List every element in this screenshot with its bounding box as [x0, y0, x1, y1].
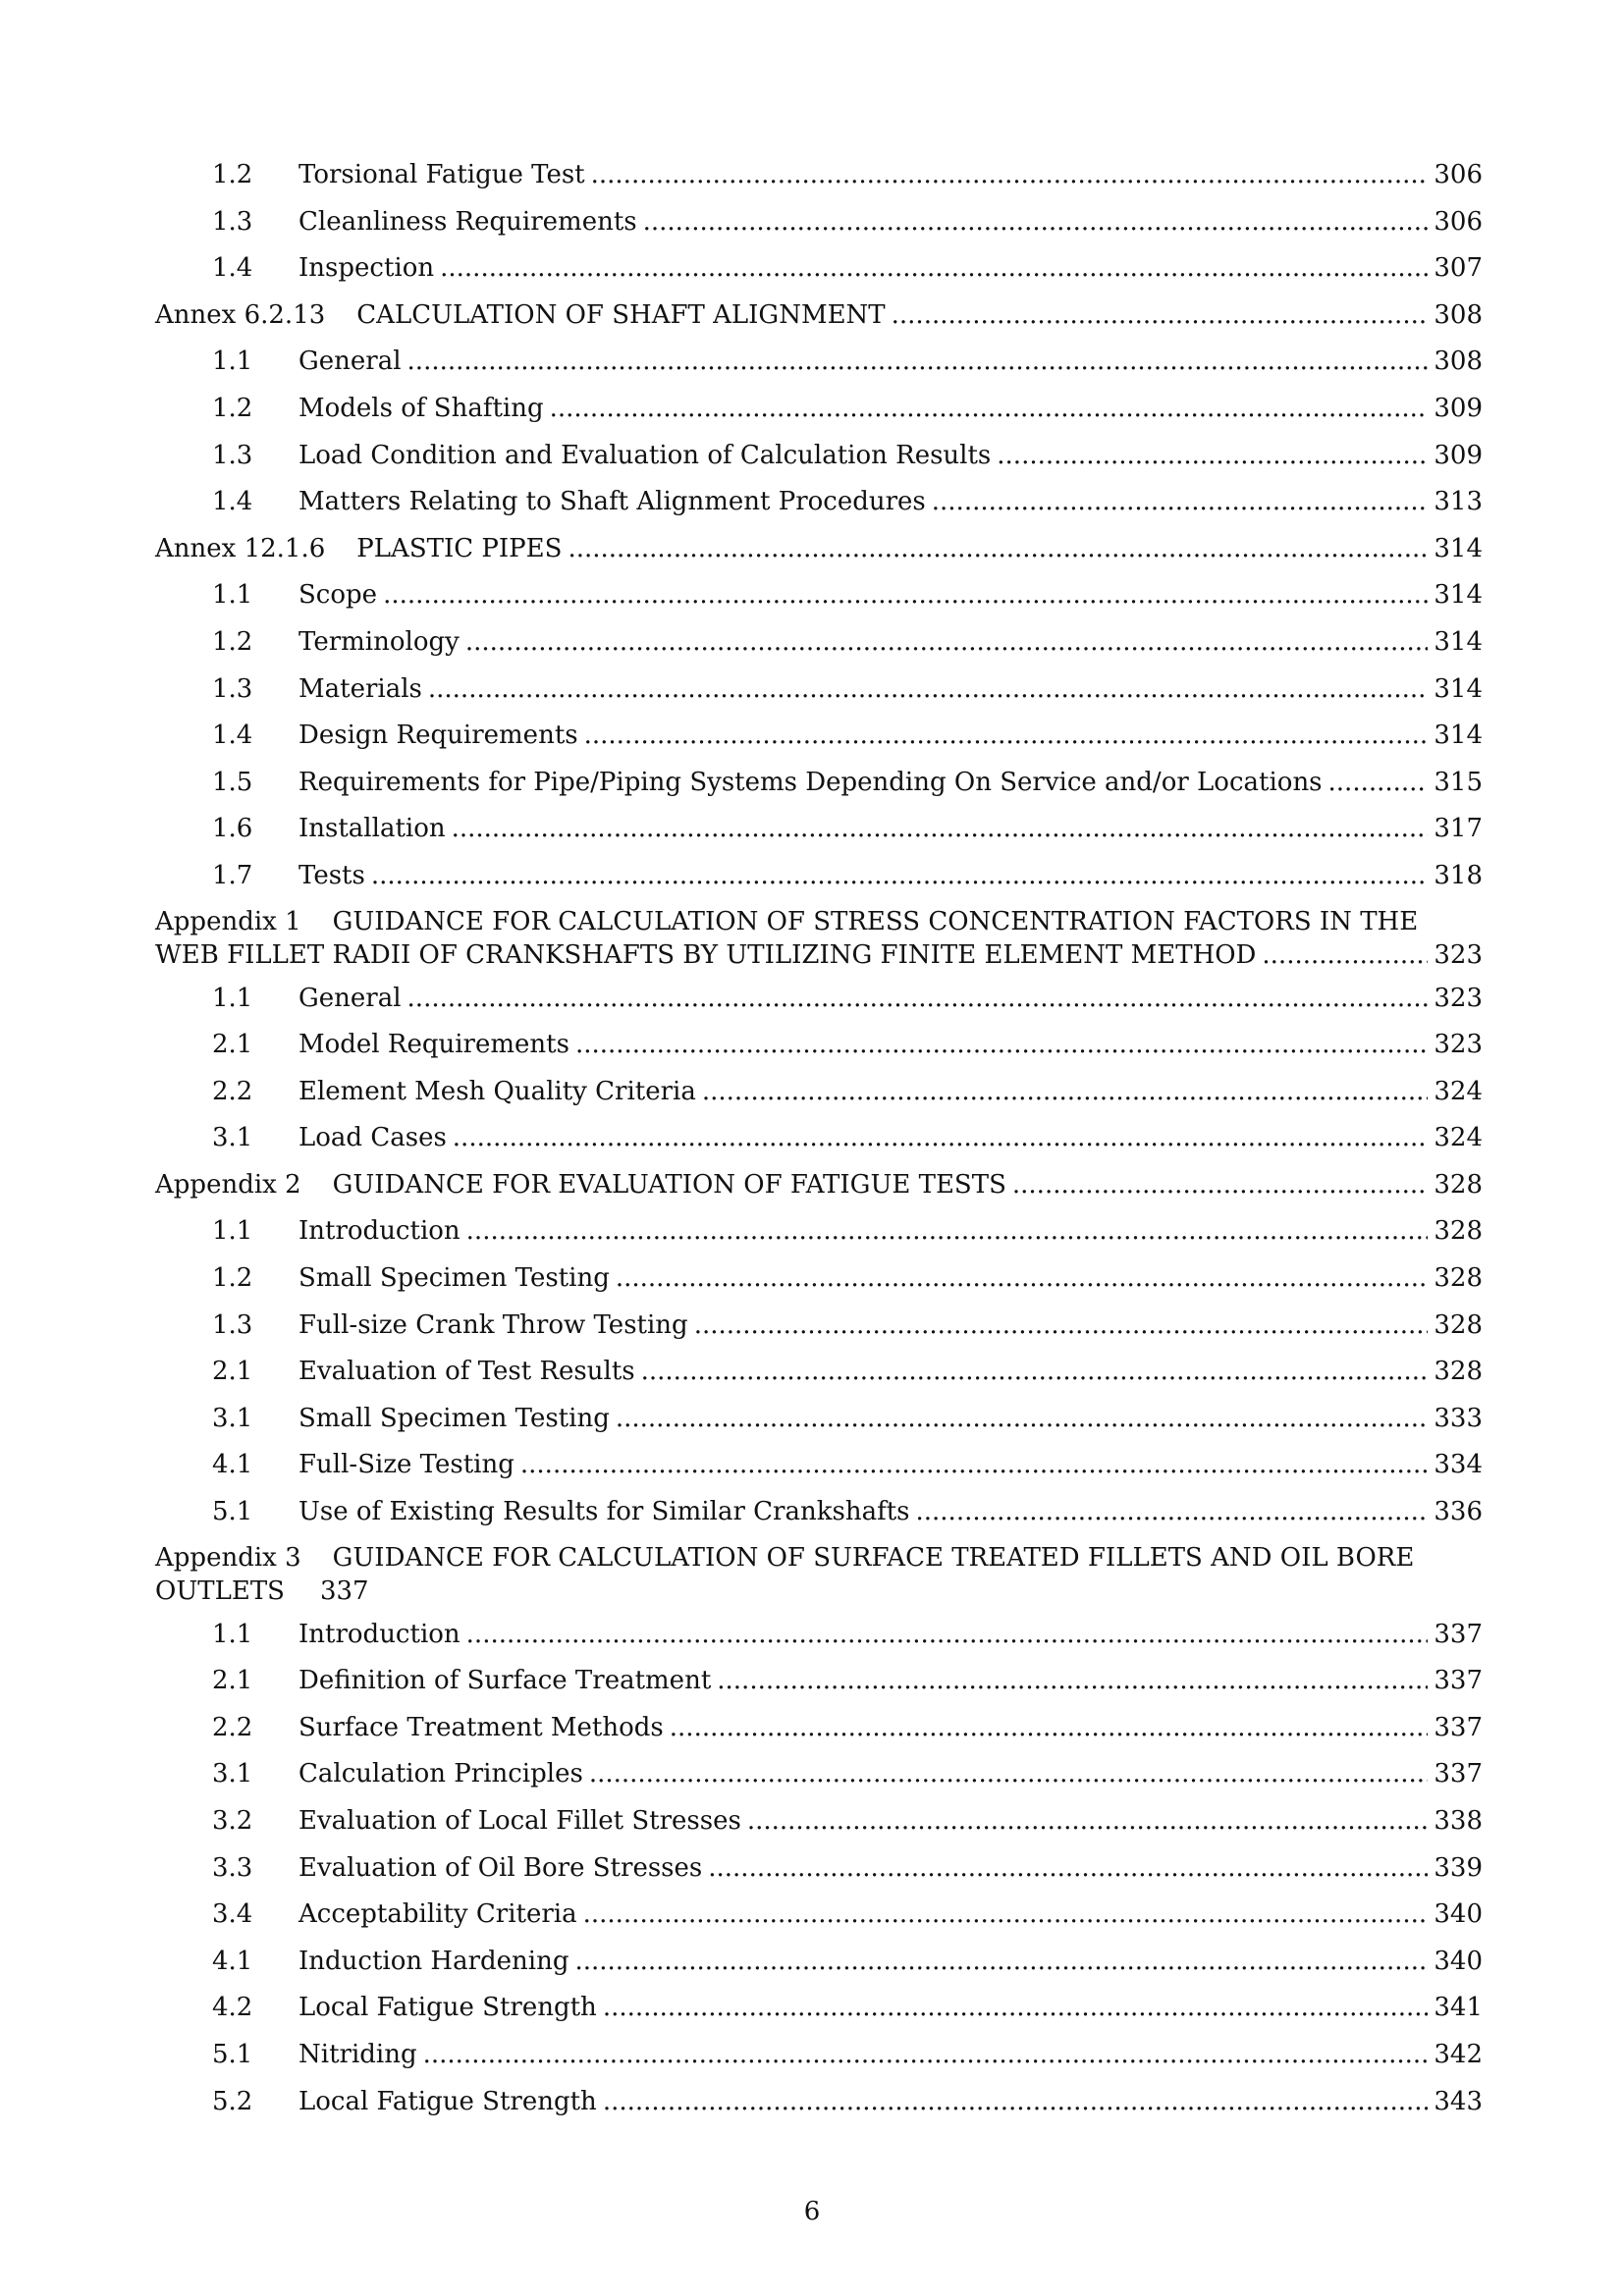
toc-subentry[interactable] [212, 433, 1483, 480]
toc-entry-page: 308 [1434, 299, 1483, 330]
toc-entry-title: Small Specimen Testing [298, 1263, 610, 1294]
toc-subentry[interactable] [212, 619, 1483, 667]
toc-entry-number: 1.6 [212, 814, 253, 844]
toc-entry-number: 1.7 [212, 860, 253, 890]
toc-entry-page: 341 [1434, 1993, 1483, 2023]
toc-entry-title: Introduction [298, 1619, 460, 1649]
toc-entry-title: Evaluation of Oil Bore Stresses [298, 1852, 703, 1883]
toc-entry-title: Terminology [298, 626, 460, 657]
toc-leader-dots [440, 245, 1428, 293]
toc-entry-title-group [212, 806, 446, 853]
toc-entry-page: 337 [1434, 1666, 1483, 1696]
toc-subentry[interactable] [212, 1115, 1483, 1162]
toc-entry-title-group [212, 1892, 577, 1939]
toc-entry-page: 307 [1434, 253, 1483, 284]
toc-entry-page: 313 [1434, 487, 1483, 517]
toc-leader-dots [465, 619, 1429, 667]
toc-leader-dots [997, 433, 1428, 480]
toc-entry-page: 328 [1434, 1216, 1483, 1247]
toc-entry-title: General [298, 347, 402, 377]
toc-entry-title: Tests [298, 860, 365, 890]
toc-entry-line-1 [155, 1541, 1483, 1575]
toc-entry-title: Installation [298, 814, 446, 844]
toc-leader-dots [568, 526, 1428, 573]
toc-entry-title-group [212, 339, 402, 386]
toc-entry-title-continued: OUTLETS [155, 1575, 285, 1606]
toc-subentry[interactable] [212, 1208, 1483, 1255]
toc-entry-title-group [155, 526, 562, 573]
toc-entry-number: 1.2 [212, 626, 253, 657]
toc-entry-page: 309 [1434, 393, 1483, 423]
toc-entry-number: 5.1 [212, 1497, 253, 1527]
toc-leader-dots [708, 1845, 1428, 1893]
toc-entry-prefix: Appendix 2 [155, 1169, 301, 1200]
page-number: 6 [803, 2197, 821, 2226]
toc-entry-title-group [212, 1845, 702, 1893]
toc-entry-prefix: Annex 6.2.13 [155, 299, 326, 330]
toc-entry-number: 1.2 [212, 1263, 253, 1294]
toc-entry-title: Load Condition and Evaluation of Calculation Results [298, 440, 992, 470]
toc-entry-title-group [212, 619, 460, 667]
toc-entry-page: 323 [1434, 983, 1483, 1013]
toc-entry-title: Evaluation of Local Fillet Stresses [298, 1806, 741, 1836]
toc-leader-dots [717, 1658, 1428, 1705]
toc-entry-page: 339 [1434, 1852, 1483, 1883]
toc-subentry[interactable] [212, 339, 1483, 386]
toc-entry-page: 306 [1434, 206, 1483, 237]
toc-subentry[interactable] [212, 976, 1483, 1023]
toc-entry-page: 328 [1434, 1309, 1483, 1340]
toc-entry-page: 337 [1434, 1712, 1483, 1742]
toc-entry-prefix: Appendix 3 [155, 1542, 301, 1573]
toc-entry-title: Full-size Crank Throw Testing [298, 1309, 688, 1340]
toc-entry-number: 2.1 [212, 1666, 253, 1696]
toc-entry-title: Load Cases [298, 1123, 447, 1153]
toc-entry-title-group [212, 1069, 696, 1116]
toc-entry-title: Design Requirements [298, 721, 578, 751]
toc-entry-number: 1.2 [212, 393, 253, 423]
toc-entry-number: 4.2 [212, 1993, 253, 2023]
toc-entry-page: 342 [1434, 2039, 1483, 2069]
toc-entry-number: 2.1 [212, 1357, 253, 1387]
toc-entry-title-group [212, 386, 544, 433]
toc-entry-title-group [212, 2032, 417, 2079]
toc-leader-dots [591, 152, 1429, 199]
toc-leader-dots [1012, 1162, 1428, 1209]
toc-entry-number: 4.1 [212, 1450, 253, 1480]
toc-leader-dots [932, 479, 1429, 526]
toc-leader-dots [589, 1751, 1429, 1798]
toc-leader-dots [892, 293, 1429, 340]
toc-entry-number: 2.1 [212, 1030, 253, 1060]
toc-entry-title-group [212, 1396, 610, 1443]
toc-entry-title-group [212, 1939, 568, 1986]
toc-leader-dots [466, 1208, 1429, 1255]
toc-entry-page: 340 [1434, 1946, 1483, 1976]
toc-entry-title-group [212, 1115, 447, 1162]
toc-entry-page: 343 [1434, 2086, 1483, 2116]
toc-entry-prefix: Annex 12.1.6 [155, 533, 326, 563]
toc-entry-title: Local Fatigue Strength [298, 2086, 597, 2116]
toc-entry-number: 1.4 [212, 253, 253, 284]
toc-subentry[interactable] [212, 1255, 1483, 1303]
toc-entry-number: 1.3 [212, 206, 253, 237]
toc-leader-dots [428, 667, 1428, 714]
toc-entry-page: 333 [1434, 1403, 1483, 1433]
toc-entry-number: 2.2 [212, 1076, 253, 1106]
toc-entry-title-group [212, 1442, 514, 1489]
toc-leader-dots [747, 1798, 1429, 1845]
toc-entry-page: 328 [1434, 1263, 1483, 1294]
toc-leader-dots [371, 853, 1429, 900]
toc-entry-title-group [212, 572, 377, 619]
toc-leader-dots [616, 1255, 1429, 1303]
toc-entry-title-group [212, 1303, 688, 1350]
toc-entry-page: 306 [1434, 160, 1483, 189]
toc-entry-title-group [212, 1349, 635, 1396]
toc-entry-page: 314 [1434, 626, 1483, 657]
toc-entry-title: Calculation Principles [298, 1759, 583, 1789]
toc-subentry[interactable] [212, 1396, 1483, 1443]
toc-entry-number: 4.1 [212, 1946, 253, 1976]
toc-entry-title: GUIDANCE FOR CALCULATION OF SURFACE TREATED FILLETS AND OIL BORE [332, 1542, 1415, 1573]
toc-entry-title: Torsional Fatigue Test [298, 160, 585, 189]
toc-subentry[interactable] [212, 1705, 1483, 1752]
toc-entry-title-group [212, 667, 422, 714]
toc-entry-title: Models of Shafting [298, 393, 544, 423]
toc-entry-title-group [212, 1751, 583, 1798]
toc-entry-page: 314 [1434, 580, 1483, 611]
toc-entry-page: 314 [1434, 721, 1483, 751]
toc-entry-number: 1.3 [212, 440, 253, 470]
toc-entry-page: 340 [1434, 1899, 1483, 1930]
toc-entry-page: 323 [1434, 1030, 1483, 1060]
toc-entry-title: General [298, 983, 402, 1013]
toc-leader-dots [694, 1303, 1429, 1350]
toc-entry-number: 1.3 [212, 1309, 253, 1340]
toc-leader-dots [916, 1489, 1429, 1536]
toc-subentry[interactable] [212, 1939, 1483, 1986]
toc-leader-dots [583, 1892, 1429, 1939]
toc-entry-number: 3.3 [212, 1852, 253, 1883]
toc-leader-dots [1328, 760, 1429, 807]
toc-leader-dots [453, 1115, 1429, 1162]
toc-entry-title-group [212, 1022, 569, 1069]
toc-entry-title-group [212, 152, 585, 199]
toc-entry-title-group [212, 1489, 910, 1536]
toc-entry-title-group [212, 1798, 741, 1845]
toc-entry-page: 323 [1434, 939, 1483, 970]
toc-entry-number: 1.1 [212, 1619, 253, 1649]
toc-entry-title-group [212, 479, 926, 526]
toc-leader-dots [574, 1939, 1428, 1986]
toc-section-entry[interactable] [155, 900, 1483, 976]
toc-entry-title: Evaluation of Test Results [298, 1357, 635, 1387]
toc-entry-number: 1.3 [212, 673, 253, 704]
toc-entry-prefix: Appendix 1 [155, 906, 301, 936]
toc-entry-title-group [212, 1255, 610, 1303]
toc-entry-page: 309 [1434, 440, 1483, 470]
toc-subentry[interactable] [212, 1349, 1483, 1396]
toc-leader-dots [423, 2032, 1429, 2079]
toc-entry-title: Matters Relating to Shaft Alignment Procedures [298, 487, 926, 517]
toc-entry-title: Nitriding [298, 2039, 417, 2069]
toc-subentry[interactable] [212, 1303, 1483, 1350]
toc-entry-number: 1.2 [212, 160, 253, 189]
toc-subentry[interactable] [212, 1845, 1483, 1893]
toc-entry-number: 3.1 [212, 1123, 253, 1153]
toc-entry-title: Inspection [298, 253, 435, 284]
toc-entry-title-group [212, 245, 434, 293]
toc-leader-dots [584, 713, 1429, 760]
toc-entry-number: 3.1 [212, 1759, 253, 1789]
toc-entry-line-1 [155, 905, 1483, 938]
toc-leader-dots [520, 1442, 1428, 1489]
toc-entry-page: 308 [1434, 347, 1483, 377]
toc-entry-title-group [212, 1658, 711, 1705]
toc-entry-number: 2.2 [212, 1712, 253, 1742]
toc-entry-page: 328 [1434, 1357, 1483, 1387]
toc-leader-dots [670, 1705, 1429, 1752]
toc-entry-page: 324 [1434, 1123, 1483, 1153]
toc-entry-title-group [212, 2079, 597, 2126]
toc-entry-number: 1.1 [212, 1216, 253, 1247]
toc-entry-title: Materials [298, 673, 422, 704]
toc-subentry[interactable] [212, 1022, 1483, 1069]
toc-section-entry[interactable] [155, 293, 1483, 340]
toc-entry-page: 314 [1434, 533, 1483, 563]
toc-entry-page: 318 [1434, 860, 1483, 890]
toc-entry-title-group [212, 433, 991, 480]
toc-subentry[interactable] [212, 1985, 1483, 2032]
toc-subentry[interactable] [212, 667, 1483, 714]
toc-entry-number: 3.4 [212, 1899, 253, 1930]
toc-entry-title-group [212, 713, 578, 760]
toc-entry-title-group [212, 199, 637, 246]
toc-entry-page: 315 [1434, 767, 1483, 797]
toc-subentry[interactable] [212, 1612, 1483, 1659]
toc-entry-number: 1.5 [212, 767, 253, 797]
toc-entry-page: 324 [1434, 1076, 1483, 1106]
toc-leader-dots [603, 2079, 1429, 2126]
table-of-contents [155, 152, 1483, 2125]
toc-subentry[interactable] [212, 2032, 1483, 2079]
toc-section-entry[interactable] [155, 1536, 1483, 1612]
toc-entry-line-2 [155, 1575, 1483, 1608]
toc-entry-page: 328 [1434, 1169, 1483, 1200]
toc-entry-title: Small Specimen Testing [298, 1403, 610, 1433]
toc-entry-title: GUIDANCE FOR CALCULATION OF STRESS CONCENTRATION FACTORS IN THE [332, 906, 1419, 936]
toc-entry-title: PLASTIC PIPES [356, 533, 563, 563]
toc-entry-title: Introduction [298, 1216, 460, 1247]
toc-leader-dots [575, 1022, 1428, 1069]
toc-entry-page: 334 [1434, 1450, 1483, 1480]
toc-entry-page: 337 [1434, 1619, 1483, 1649]
toc-entry-title: Definition of Surface Treatment [298, 1666, 712, 1696]
toc-entry-title: Use of Existing Results for Similar Crankshafts [298, 1497, 910, 1527]
toc-entry-page: 314 [1434, 673, 1483, 704]
toc-subentry[interactable] [212, 1489, 1483, 1536]
toc-entry-number: 3.2 [212, 1806, 253, 1836]
toc-entry-title: GUIDANCE FOR EVALUATION OF FATIGUE TESTS [332, 1169, 1006, 1200]
toc-entry-page: 337 [319, 1575, 369, 1606]
toc-entry-title: Element Mesh Quality Criteria [298, 1076, 696, 1106]
toc-entry-title: Scope [298, 580, 378, 611]
toc-subentry[interactable] [212, 1442, 1483, 1489]
toc-entry-title: Model Requirements [298, 1030, 569, 1060]
toc-leader-dots [452, 806, 1429, 853]
toc-section-entry[interactable] [155, 526, 1483, 573]
toc-section-entry[interactable] [155, 1162, 1483, 1209]
toc-entry-title: Acceptability Criteria [298, 1899, 577, 1930]
toc-entry-number: 1.4 [212, 721, 253, 751]
toc-leader-dots [1262, 938, 1428, 972]
toc-entry-title: CALCULATION OF SHAFT ALIGNMENT [356, 299, 886, 330]
toc-subentry[interactable] [212, 199, 1483, 246]
toc-entry-number: 1.1 [212, 983, 253, 1013]
toc-entry-number: 5.1 [212, 2039, 253, 2069]
toc-leader-dots [603, 1985, 1429, 2032]
toc-entry-number: 1.1 [212, 580, 253, 611]
toc-leader-dots [702, 1069, 1429, 1116]
toc-entry-number: 1.4 [212, 487, 253, 517]
toc-subentry[interactable] [212, 1892, 1483, 1939]
toc-subentry[interactable] [212, 152, 1483, 199]
toc-subentry[interactable] [212, 245, 1483, 293]
toc-entry-title-group [212, 1705, 664, 1752]
toc-leader-dots [550, 386, 1429, 433]
toc-entry-title: Surface Treatment Methods [298, 1712, 664, 1742]
toc-entry-title: Requirements for Pipe/Piping Systems Depending On Service and/or Locations [298, 767, 1323, 797]
toc-entry-title-group [155, 293, 886, 340]
toc-entry-title-group [212, 760, 1323, 807]
toc-leader-dots [407, 339, 1429, 386]
toc-leader-dots [407, 976, 1429, 1023]
toc-entry-title-group [212, 1208, 460, 1255]
toc-entry-title: Cleanliness Requirements [298, 206, 637, 237]
toc-entry-number: 3.1 [212, 1403, 253, 1433]
toc-leader-dots [616, 1396, 1429, 1443]
toc-leader-dots [641, 1349, 1429, 1396]
toc-subentry[interactable] [212, 2079, 1483, 2126]
toc-entry-title: Local Fatigue Strength [298, 1993, 597, 2023]
toc-leader-dots [466, 1612, 1429, 1659]
toc-entry-title-group [212, 1985, 597, 2032]
toc-leader-dots [383, 572, 1428, 619]
toc-subentry[interactable] [212, 713, 1483, 760]
toc-subentry[interactable] [212, 760, 1483, 807]
toc-entry-number: 1.1 [212, 347, 253, 377]
toc-entry-title-group [212, 1612, 460, 1659]
toc-leader-dots [643, 199, 1429, 246]
toc-subentry[interactable] [212, 853, 1483, 900]
toc-entry-number: 5.2 [212, 2086, 253, 2116]
toc-entry-title-group [212, 976, 402, 1023]
toc-subentry[interactable] [212, 1751, 1483, 1798]
toc-subentry[interactable] [212, 479, 1483, 526]
toc-subentry[interactable] [212, 1069, 1483, 1116]
toc-entry-title-group [155, 1162, 1006, 1209]
toc-subentry[interactable] [212, 1658, 1483, 1705]
toc-entry-page: 338 [1434, 1806, 1483, 1836]
toc-entry-page: 317 [1434, 814, 1483, 844]
toc-entry-page: 337 [1434, 1759, 1483, 1789]
toc-entry-title-continued: WEB FILLET RADII OF CRANKSHAFTS BY UTILIZING FINITE ELEMENT METHOD [155, 939, 1257, 970]
toc-subentry[interactable] [212, 806, 1483, 853]
toc-entry-page: 336 [1434, 1497, 1483, 1527]
toc-subentry[interactable] [212, 386, 1483, 433]
toc-entry-line-2 [155, 938, 1483, 972]
toc-entry-title-group [212, 853, 365, 900]
toc-entry-title: Full-Size Testing [298, 1450, 514, 1480]
toc-entry-title: Induction Hardening [298, 1946, 569, 1976]
toc-subentry[interactable] [212, 1798, 1483, 1845]
toc-subentry[interactable] [212, 572, 1483, 619]
